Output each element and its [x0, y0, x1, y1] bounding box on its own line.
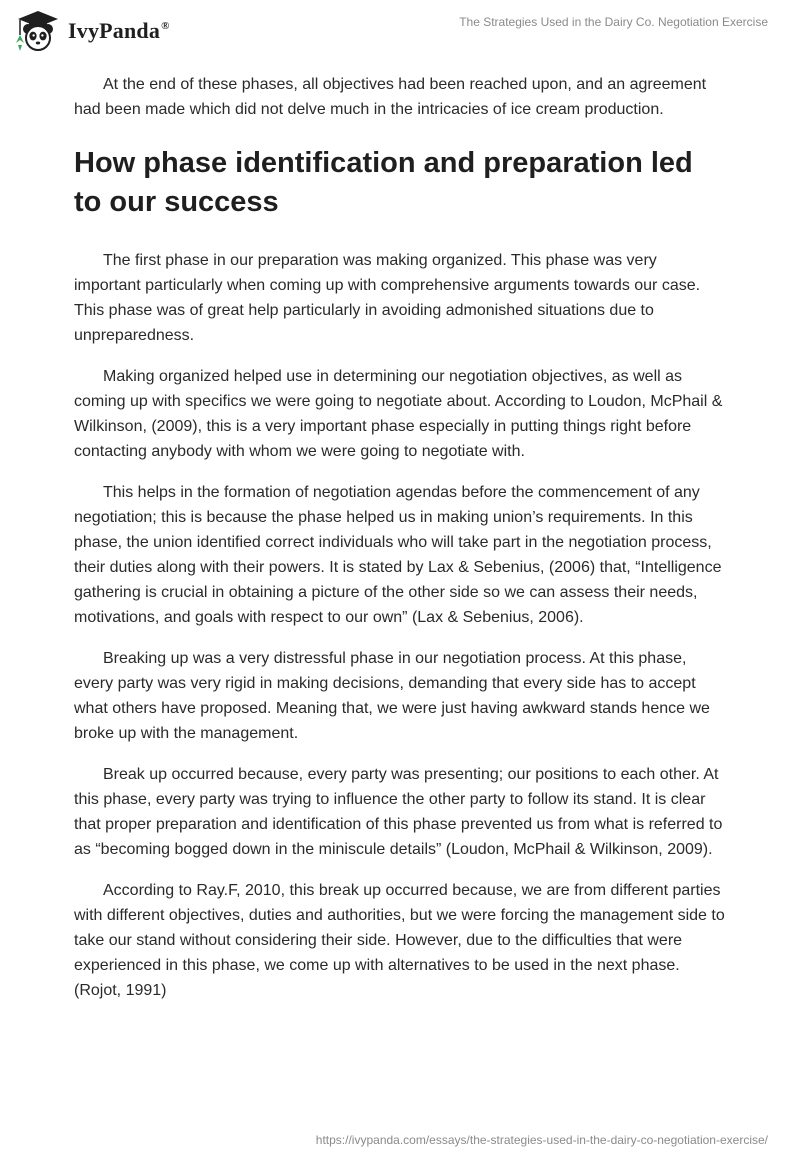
panda-graduation-cap-icon [14, 9, 62, 53]
body-paragraph: According to Ray.F, 2010, this break up occurred because, we are from different parties with different objectives, duties and authorities, but we were forcing the management side to take our stand without considering their side. However, due to the difficulties that were experienced in this phase, we come up with alternatives to be used in the next phase. (Rojot, 1991) [74, 882, 725, 999]
article-body [74, 72, 726, 1019]
body-paragraph: Breaking up was a very distressful phase in our negotiation process. At this phase, every party was very rigid in making decisions, demanding that every side has to accept what others have proposed. Meaning that, we were just having awkward stands hence we broke up with the management. [74, 650, 710, 742]
page-header [0, 0, 800, 60]
body-paragraph: Break up occurred because, every party was presenting; our positions to each other. At this phase, every party was trying to influence the other party to follow its stand. It is clear that proper preparation and identification of this phase prevented us from what is referred to as “becoming bogged down in the miniscule details” (Loudon, McPhail & Wilkinson, 2009). [74, 766, 723, 858]
intro-paragraph: At the end of these phases, all objectives had been reached upon, and an agreement had been made which did not delve much in the intricacies of ice cream production. [74, 76, 707, 118]
ivypanda-logo[interactable] [14, 9, 170, 53]
source-url[interactable]: https://ivypanda.com/essays/the-strategies-used-in-the-dairy-co-negotiation-exercise/ [315, 1133, 768, 1147]
brand-name: IvyPanda® [68, 18, 170, 43]
document-title: The Strategies Used in the Dairy Co. Negotiation Exercise [459, 15, 768, 29]
body-paragraph: Making organized helped use in determining our negotiation objectives, as well as coming up with specifics we were going to negotiate about. According to Loudon, McPhail & Wilkinson, (2009), this is a very important phase especially in putting things right before contacting anybody with whom we were going to negotiate with. [74, 368, 723, 460]
body-paragraph: The first phase in our preparation was making organized. This phase was very important particularly when coming up with comprehensive arguments towards our case. This phase was of great help particularly in avoiding admonished situations due to unpreparedness. [74, 252, 701, 344]
body-paragraph: This helps in the formation of negotiation agendas before the commencement of any negotiation; this is because the phase helped us in making union’s requirements. In this phase, the union identified correct individuals who will take part in the negotiation process, their duties along with their powers. It is stated by Lax & Sebenius, (2006) that, “Intelligence gathering is crucial in obtaining a picture of the other side so we can assess their needs, motivations, and goals with respect to our own” (Lax & Sebenius, 2006). [74, 484, 722, 626]
section-heading: How phase identification and preparation led to our success [74, 147, 693, 218]
